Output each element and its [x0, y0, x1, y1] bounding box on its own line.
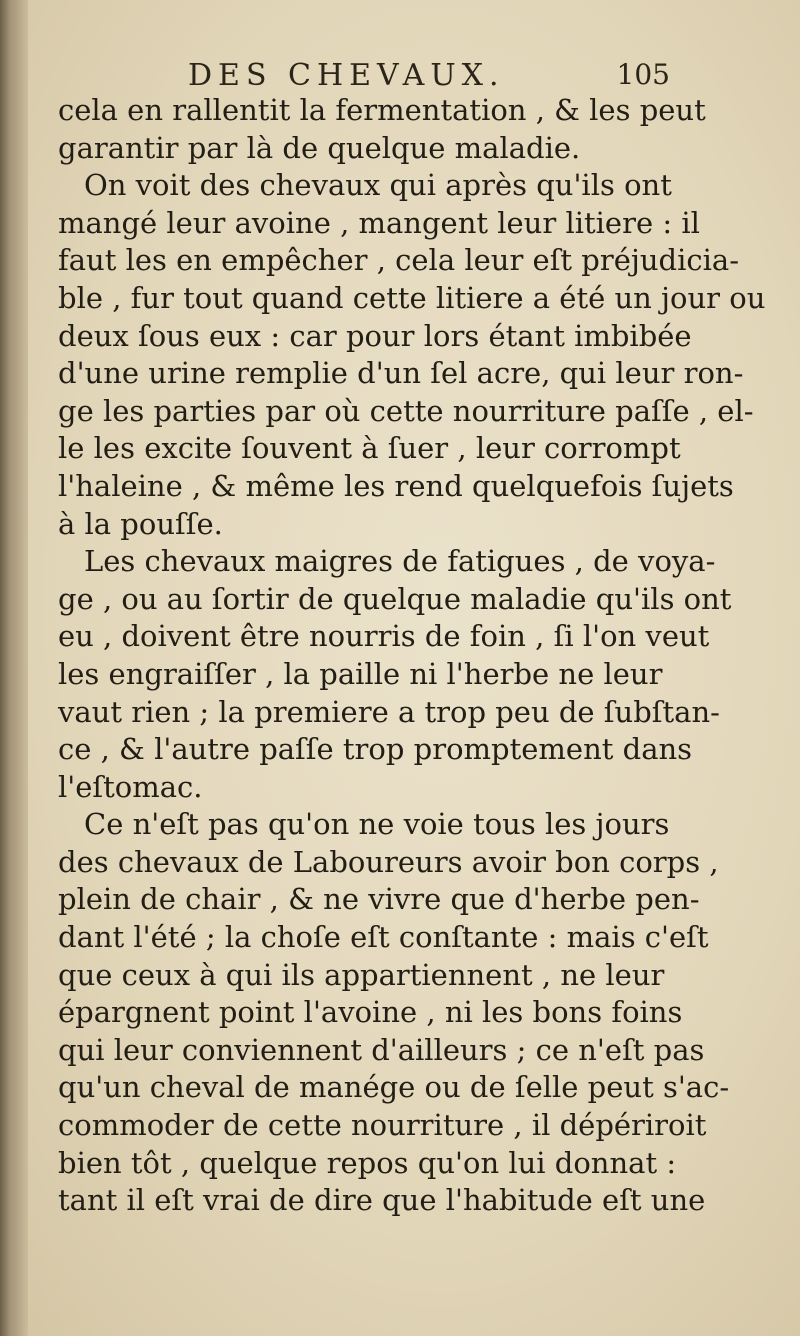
text-line: garantir par là de quelque maladie.: [58, 130, 581, 165]
text-line: ce , & l'autre paſſe trop promptement dans: [58, 732, 693, 767]
text-line: qu'un cheval de manége ou de ſelle peut s'ac-: [58, 1070, 730, 1105]
text-line: deux ſous eux : car pour lors étant imbibée: [58, 318, 692, 353]
text-line: l'eſtomac.: [58, 769, 203, 804]
running-title: DES CHEVAUX.: [188, 58, 505, 93]
text-line: bien tôt , quelque repos qu'on lui donnat :: [58, 1145, 677, 1180]
text-line: le les excite ſouvent à ſuer , leur corrompt: [58, 431, 681, 466]
page-number: 105: [616, 58, 670, 91]
text-line: ge , ou au ſortir de quelque maladie qu'ils ont: [58, 581, 732, 616]
text-line: commoder de cette nourriture , il dépériroit: [58, 1108, 707, 1143]
text-line: plein de chair , & ne vivre que d'herbe pen-: [58, 882, 700, 917]
text-line: vaut rien ; la premiere a trop peu de ſubſtan-: [58, 694, 720, 729]
text-line: ble , fur tout quand cette litiere a été un jour ou: [58, 280, 766, 315]
text-line: l'haleine , & même les rend quelquefois ſujets: [58, 468, 734, 503]
text-line: à la pouſſe.: [58, 506, 223, 541]
text-line: On voit des chevaux qui après qu'ils ont: [84, 168, 672, 203]
text-line: qui leur conviennent d'ailleurs ; ce n'eſt pas: [58, 1032, 705, 1067]
text-line: mangé leur avoine , mangent leur litiere : il: [58, 205, 700, 240]
body-text: [58, 92, 766, 1220]
text-line: ge les parties par où cette nourriture paſſe , el-: [58, 393, 754, 428]
page-gutter-shadow: [0, 0, 28, 1336]
text-line: épargnent point l'avoine , ni les bons foins: [58, 995, 683, 1030]
text-line: Ce n'eſt pas qu'on ne voie tous les jours: [84, 807, 670, 842]
text-line: tant il eſt vrai de dire que l'habitude eſt une: [58, 1183, 706, 1218]
text-line: cela en rallentit la fermentation , & les peut: [58, 93, 706, 127]
text-line: dant l'été ; la choſe eſt conſtante : mais c'eſt: [58, 920, 709, 955]
text-line: des chevaux de Laboureurs avoir bon corps ,: [58, 844, 719, 879]
text-line: eu , doivent être nourris de foin , ſi l'on veut: [58, 619, 710, 654]
text-line: d'une urine remplie d'un ſel acre, qui leur ron-: [58, 356, 744, 391]
text-line: les engraiſſer , la paille ni l'herbe ne leur: [58, 656, 663, 691]
text-line: que ceux à qui ils appartiennent , ne leur: [58, 957, 665, 992]
text-line: Les chevaux maigres de fatigues , de voya-: [84, 544, 716, 579]
text-line: faut les en empêcher , cela leur eſt préjudicia-: [58, 243, 740, 278]
